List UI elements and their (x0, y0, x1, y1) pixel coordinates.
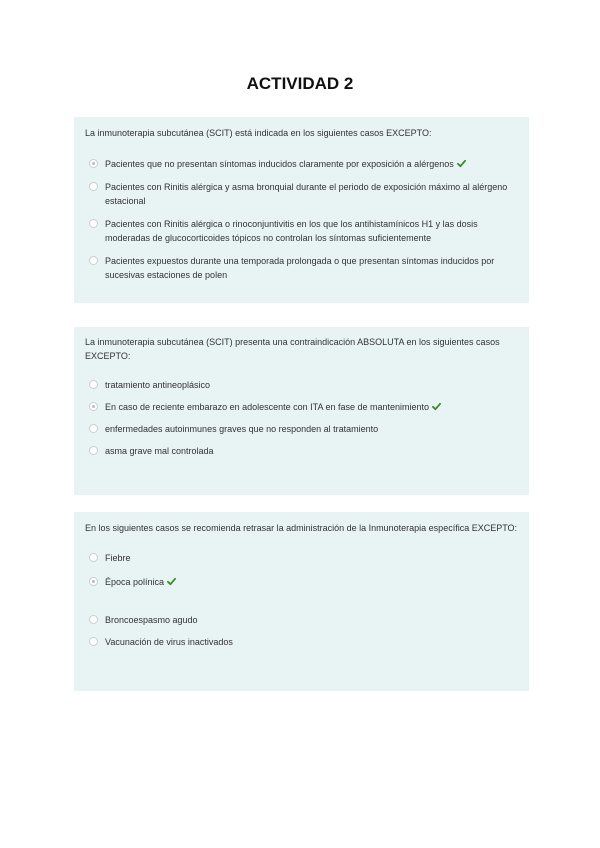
option-item[interactable] (85, 613, 519, 627)
option-label: Época polínica (105, 577, 165, 587)
option-item[interactable] (85, 400, 519, 414)
radio-unselected[interactable] (89, 380, 98, 389)
radio-unselected[interactable] (89, 446, 98, 455)
page-title: ACTIVIDAD 2 (246, 74, 354, 93)
option-label: En caso de reciente embarazo en adolescente con ITA en fase de mantenimiento (105, 402, 430, 412)
radio-selected[interactable] (89, 577, 98, 586)
options-list (85, 551, 519, 649)
option-label: Broncoespasmo agudo (105, 615, 198, 625)
radio-unselected[interactable] (89, 553, 98, 562)
option-label: Pacientes que no presentan síntomas inducidos claramente por exposición a alérgenos (105, 159, 454, 169)
option-item[interactable] (85, 422, 519, 436)
question-card-3 (74, 512, 529, 691)
question-text: La inmunoterapia subcutánea (SCIT) presenta una contraindicación ABSOLUTA en los siguientes casos EXCEPTO: (85, 337, 500, 361)
option-label: Pacientes con Rinitis alérgica y asma bronquial durante el periodo de exposición máximo al alérgeno estacional (105, 182, 508, 206)
radio-unselected[interactable] (89, 424, 98, 433)
radio-unselected[interactable] (89, 219, 98, 228)
option-label: tratamiento antineoplásico (105, 380, 211, 390)
option-item[interactable] (85, 635, 519, 649)
radio-selected[interactable] (89, 159, 98, 168)
options-list (85, 157, 519, 282)
option-label: Pacientes con Rinitis alérgica o rinoconjuntivitis en los que los antihistamínicos H1 y las dosis moderadas de glucocorticoides tópicos no controlan los síntomas suficientemente (105, 219, 478, 243)
question-text: La inmunoterapia subcutánea (SCIT) está indicada en los siguientes casos EXCEPTO: (85, 128, 432, 138)
radio-unselected[interactable] (89, 637, 98, 646)
radio-unselected[interactable] (89, 256, 98, 265)
checkmark-icon (457, 159, 466, 168)
question-card-1 (74, 117, 529, 303)
option-label: asma grave mal controlada (105, 446, 214, 456)
checkmark-icon (167, 577, 176, 586)
option-item[interactable] (85, 180, 519, 208)
option-label: Vacunación de virus inactivados (105, 637, 233, 647)
option-item[interactable] (85, 217, 519, 245)
radio-unselected[interactable] (89, 615, 98, 624)
option-item[interactable] (85, 378, 519, 392)
option-item[interactable] (85, 444, 519, 458)
option-item[interactable] (85, 551, 519, 565)
question-card-2 (74, 327, 529, 495)
radio-unselected[interactable] (89, 182, 98, 191)
question-text: En los siguientes casos se recomienda retrasar la administración de la Inmunoterapia específica EXCEPTO: (85, 523, 518, 533)
checkmark-icon (432, 402, 441, 411)
option-label: Pacientes expuestos durante una temporada prolongada o que presentan síntomas inducidos por sucesivas estaciones de polen (105, 256, 495, 280)
option-label: Fiebre (105, 553, 131, 563)
option-item[interactable] (85, 254, 519, 282)
option-item[interactable] (85, 575, 519, 589)
option-label: enfermedades autoinmunes graves que no responden al tratamiento (105, 424, 379, 434)
options-list (85, 378, 519, 458)
radio-selected[interactable] (89, 402, 98, 411)
option-item[interactable] (85, 157, 519, 171)
